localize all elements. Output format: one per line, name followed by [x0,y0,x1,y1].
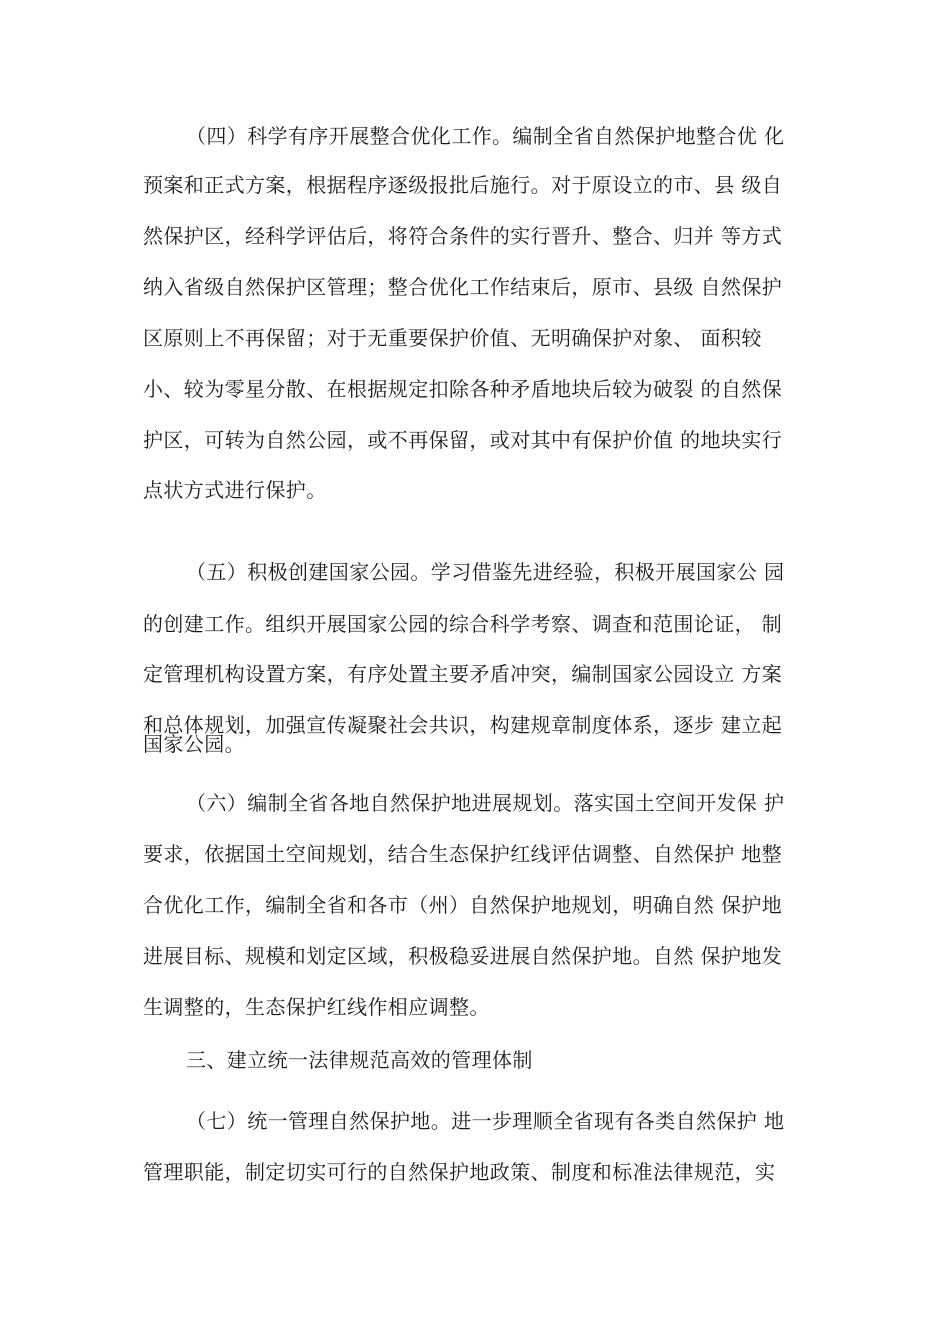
para-5-line-5: 国家公园。 [143,732,245,756]
para-4-line-8: 点状方式进行保护。 [143,478,327,502]
para-4-line-1: （四）科学有序开展整合优化工作。编制全省自然保护地整合优 化 [186,124,785,148]
para-6-line-1: （六）编制全省各地自然保护地进展规划。落实国土空间开发保 护 [186,791,785,815]
para-4-line-4: 纳入省级自然保护区管理；整合优化工作结束后，原市、县级 自然保护 [143,275,783,299]
section-heading-3: 三、建立统一法律规范高效的管理体制 [186,1048,533,1072]
para-5-line-3: 定管理机构设置方案，有序处置主要矛盾冲突，编制国家公园设立 方案 [143,662,783,686]
para-4-line-3: 然保护区，经科学评估后，将符合条件的实行晋升、整合、归并 等方式 [143,224,783,248]
para-6-line-4: 进展目标、规模和划定区域，积极稳妥进展自然保护地。自然 保护地发 [143,944,783,968]
para-7-line-1: （七）统一管理自然保护地。进一步理顺全省现有各类自然保护 地 [186,1109,785,1133]
para-7-line-2: 管理职能，制定切实可行的自然保护地政策、制度和标准法律规范，实 [143,1160,776,1184]
para-5-line-1: （五）积极创建国家公园。学习借鉴先进经验，积极开展国家公 园 [186,560,785,584]
para-4-line-6: 小、较为零星分散、在根据规定扣除各种矛盾地块后较为破裂 的自然保 [143,377,783,401]
para-4-line-5: 区原则上不再保留；对于无重要保护价值、无明确保护对象、 面积较 [143,326,762,350]
para-5-line-2: 的创建工作。组织开展国家公园的综合科学考察、调查和范围论证， 制 [143,612,783,636]
para-6-line-3: 合优化工作，编制全省和各市（州）自然保护地规划，明确自然 保护地 [143,893,783,917]
para-4-line-7: 护区，可转为自然公园，或不再保留，或对其中有保护价值 的地块实行 [143,428,783,452]
para-4-line-2: 预案和正式方案，根据程序逐级报批后施行。对于原设立的市、县 级自 [143,173,783,197]
para-5-line-4: 和总体规划，加强宣传凝聚社会共识，构建规章制度体系，逐步 建立起 [143,713,783,737]
para-6-line-2: 要求，依据国土空间规划，结合生态保护红线评估调整、自然保护 地整 [143,842,783,866]
para-6-line-5: 生调整的，生态保护红线作相应调整。 [143,995,490,1019]
